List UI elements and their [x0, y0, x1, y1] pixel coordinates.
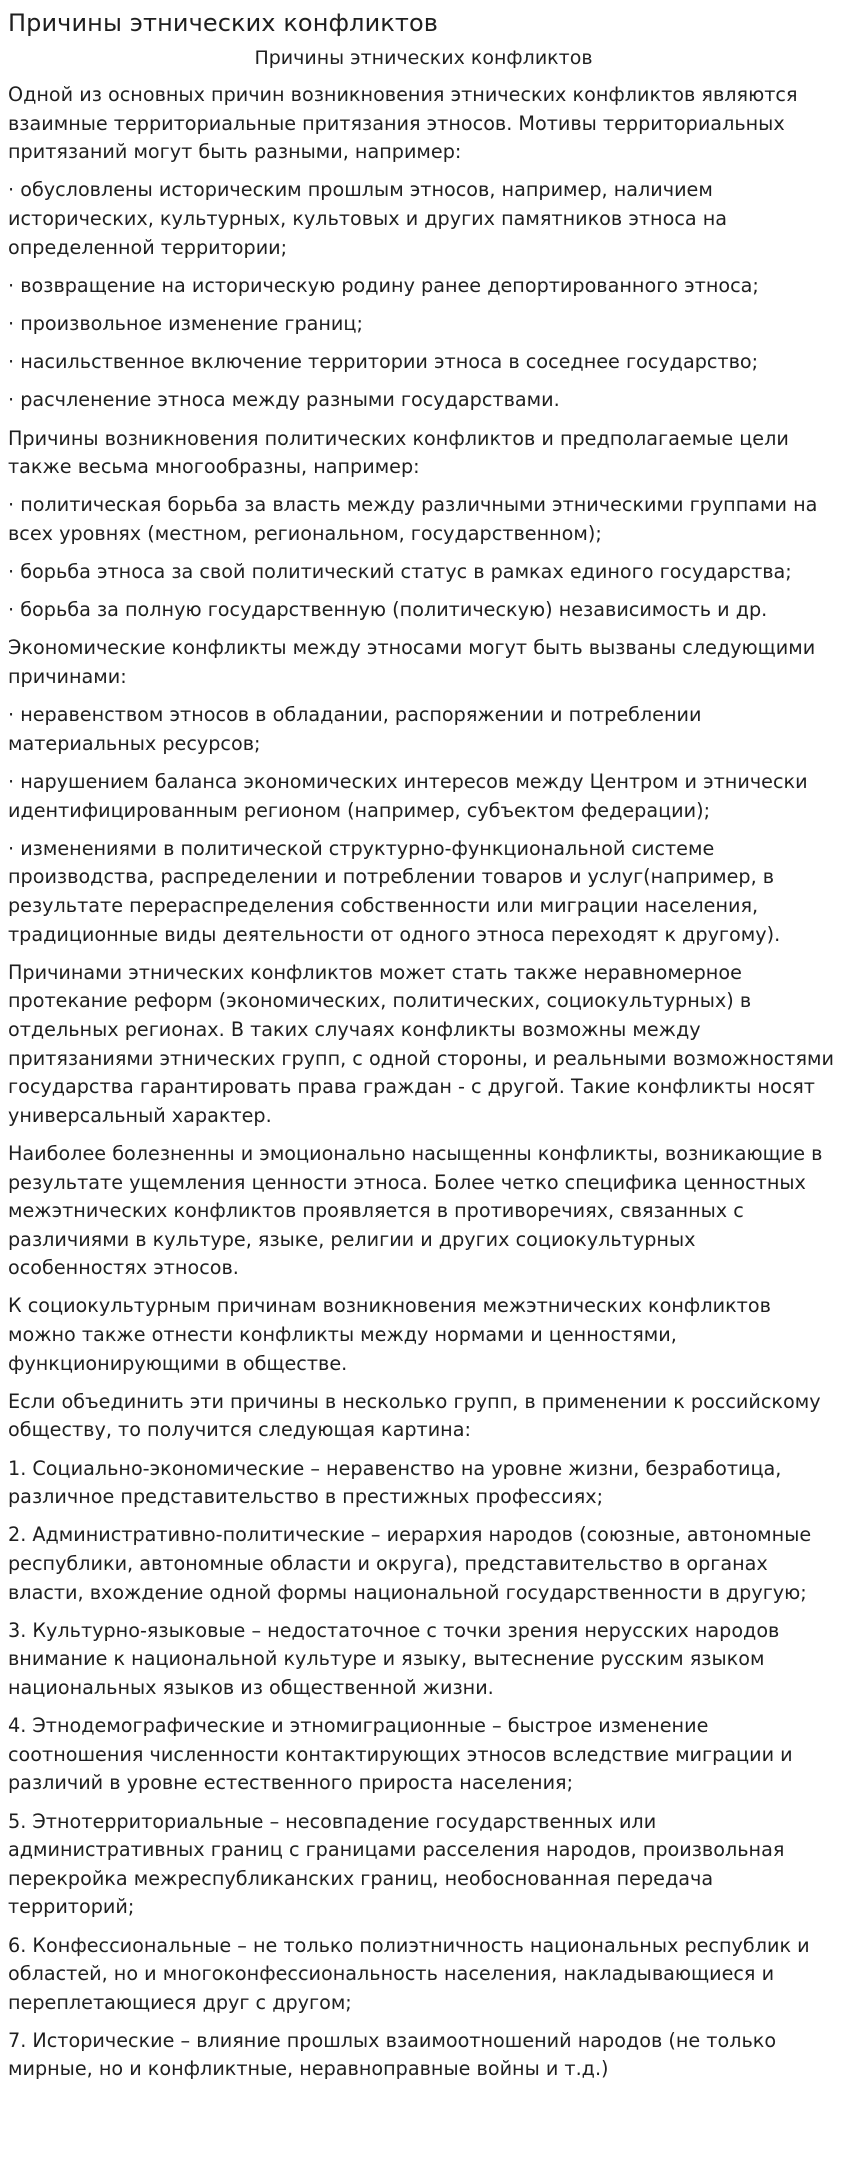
- paragraph: Экономические конфликты между этносами могут быть вызваны следующими причинами:: [8, 636, 816, 689]
- paragraph: К социокультурным причинам возникновения межэтнических конфликтов можно также отнести конфликты между нормами и ценностями, функционирующими в обществе.: [8, 1294, 771, 1375]
- paragraph: Если объединить эти причины в несколько групп, в применении к российскому обществу, то получится следующая картина:: [8, 1389, 821, 1442]
- paragraph: · произвольное изменение границ;: [8, 311, 363, 335]
- paragraph: Одной из основных причин возникновения этнических конфликтов являются взаимные территориальные притязания этносов. Мотивы территориальных притязаний могут быть разными, например:: [8, 83, 798, 164]
- paragraph: · возвращение на историческую родину ранее депортированного этноса;: [8, 273, 759, 297]
- paragraph: · нарушением баланса экономических интересов между Центром и этнически идентифицированным регионом (например, субъектом федерации);: [8, 770, 808, 822]
- paragraph: · политическая борьба за власть между различными этническими группами на всех уровнях (местном, региональном, государственном);: [8, 493, 818, 545]
- paragraph: · изменениями в политической структурно-функциональной системе производства, распределении и потреблении товаров и услуг(например, в результате перераспределения собственности или миграции населения, традиционные виды деятельности от одного этноса переходят к другому).: [8, 836, 781, 946]
- paragraph: 3. Культурно-языковые – недостаточное с точки зрения нерусских народов внимание к национальной культуре и языку, вытеснение русским языком национальных языков из общественной жизни.: [8, 1618, 780, 1699]
- paragraph: Причинами этнических конфликтов может стать также неравномерное протекание реформ (экономических, политических, социокультурных) в отдельных регионах. В таких случаях конфликты возможны между притязаниями этнических групп, с одной стороны, и реальными возможностями государства гарантировать права граждан - с другой. Такие конфликты носят универсальный характер.: [8, 960, 834, 1127]
- paragraph: · борьба этноса за свой политический статус в рамках единого государства;: [8, 560, 792, 584]
- paragraph: 4. Этнодемографические и этномиграционные – быстрое изменение соотношения численности контактирующих этносов вследствие миграции и различий в уровне естественного прироста населения;: [8, 1714, 793, 1795]
- paragraph: · борьба за полную государственную (политическую) независимость и др.: [8, 598, 768, 622]
- document-title: Причины этнических конфликтов: [8, 9, 438, 37]
- paragraph: 1. Социально-экономические – неравенство на уровне жизни, безработица, различное представительство в престижных профессиях;: [8, 1456, 782, 1509]
- paragraph: · насильственное включение территории этноса в соседнее государство;: [8, 350, 759, 374]
- paragraph: Наиболее болезненны и эмоционально насыщенны конфликты, возникающие в результате ущемления ценности этноса. Более четко специфика ценностных межэтнических конфликтов проявляется в противоречиях, связанных с различиями в культуре, языке, религии и других социокультурных особенностях этносов.: [8, 1141, 823, 1280]
- paragraph: 5. Этнотерриториальные – несовпадение государственных или административных границ с границами расселения народов, произвольная перекройка межреспубликанских границ, необоснованная передача территорий;: [8, 1809, 785, 1919]
- paragraph: · неравенством этносов в обладании, распоряжении и потреблении материальных ресурсов;: [8, 703, 702, 755]
- paragraph: · обусловлены историческим прошлым этносов, например, наличием исторических, культурных, культовых и других памятников этноса на определенной территории;: [8, 178, 728, 259]
- paragraph: · расчленение этноса между разными государствами.: [8, 388, 560, 412]
- paragraph: 2. Административно-политические – иерархия народов (союзные, автономные республики, автономные области и округа), представительство в органах власти, вхождение одной формы национальной государственности в другую;: [8, 1523, 812, 1604]
- document-subtitle: Причины этнических конфликтов: [254, 47, 593, 69]
- document-body: [8, 81, 839, 2084]
- paragraph: 6. Конфессиональные – не только полиэтничность национальных республик и областей, но и многоконфессиональность населения, накладывающиеся и переплетающиеся друг с другом;: [8, 1933, 810, 2014]
- paragraph: Причины возникновения политических конфликтов и предполагаемые цели также весьма многообразны, например:: [8, 426, 789, 479]
- paragraph: 7. Исторические – влияние прошлых взаимоотношений народов (не только мирные, но и конфликтные, неравноправные войны и т.д.): [8, 2028, 777, 2081]
